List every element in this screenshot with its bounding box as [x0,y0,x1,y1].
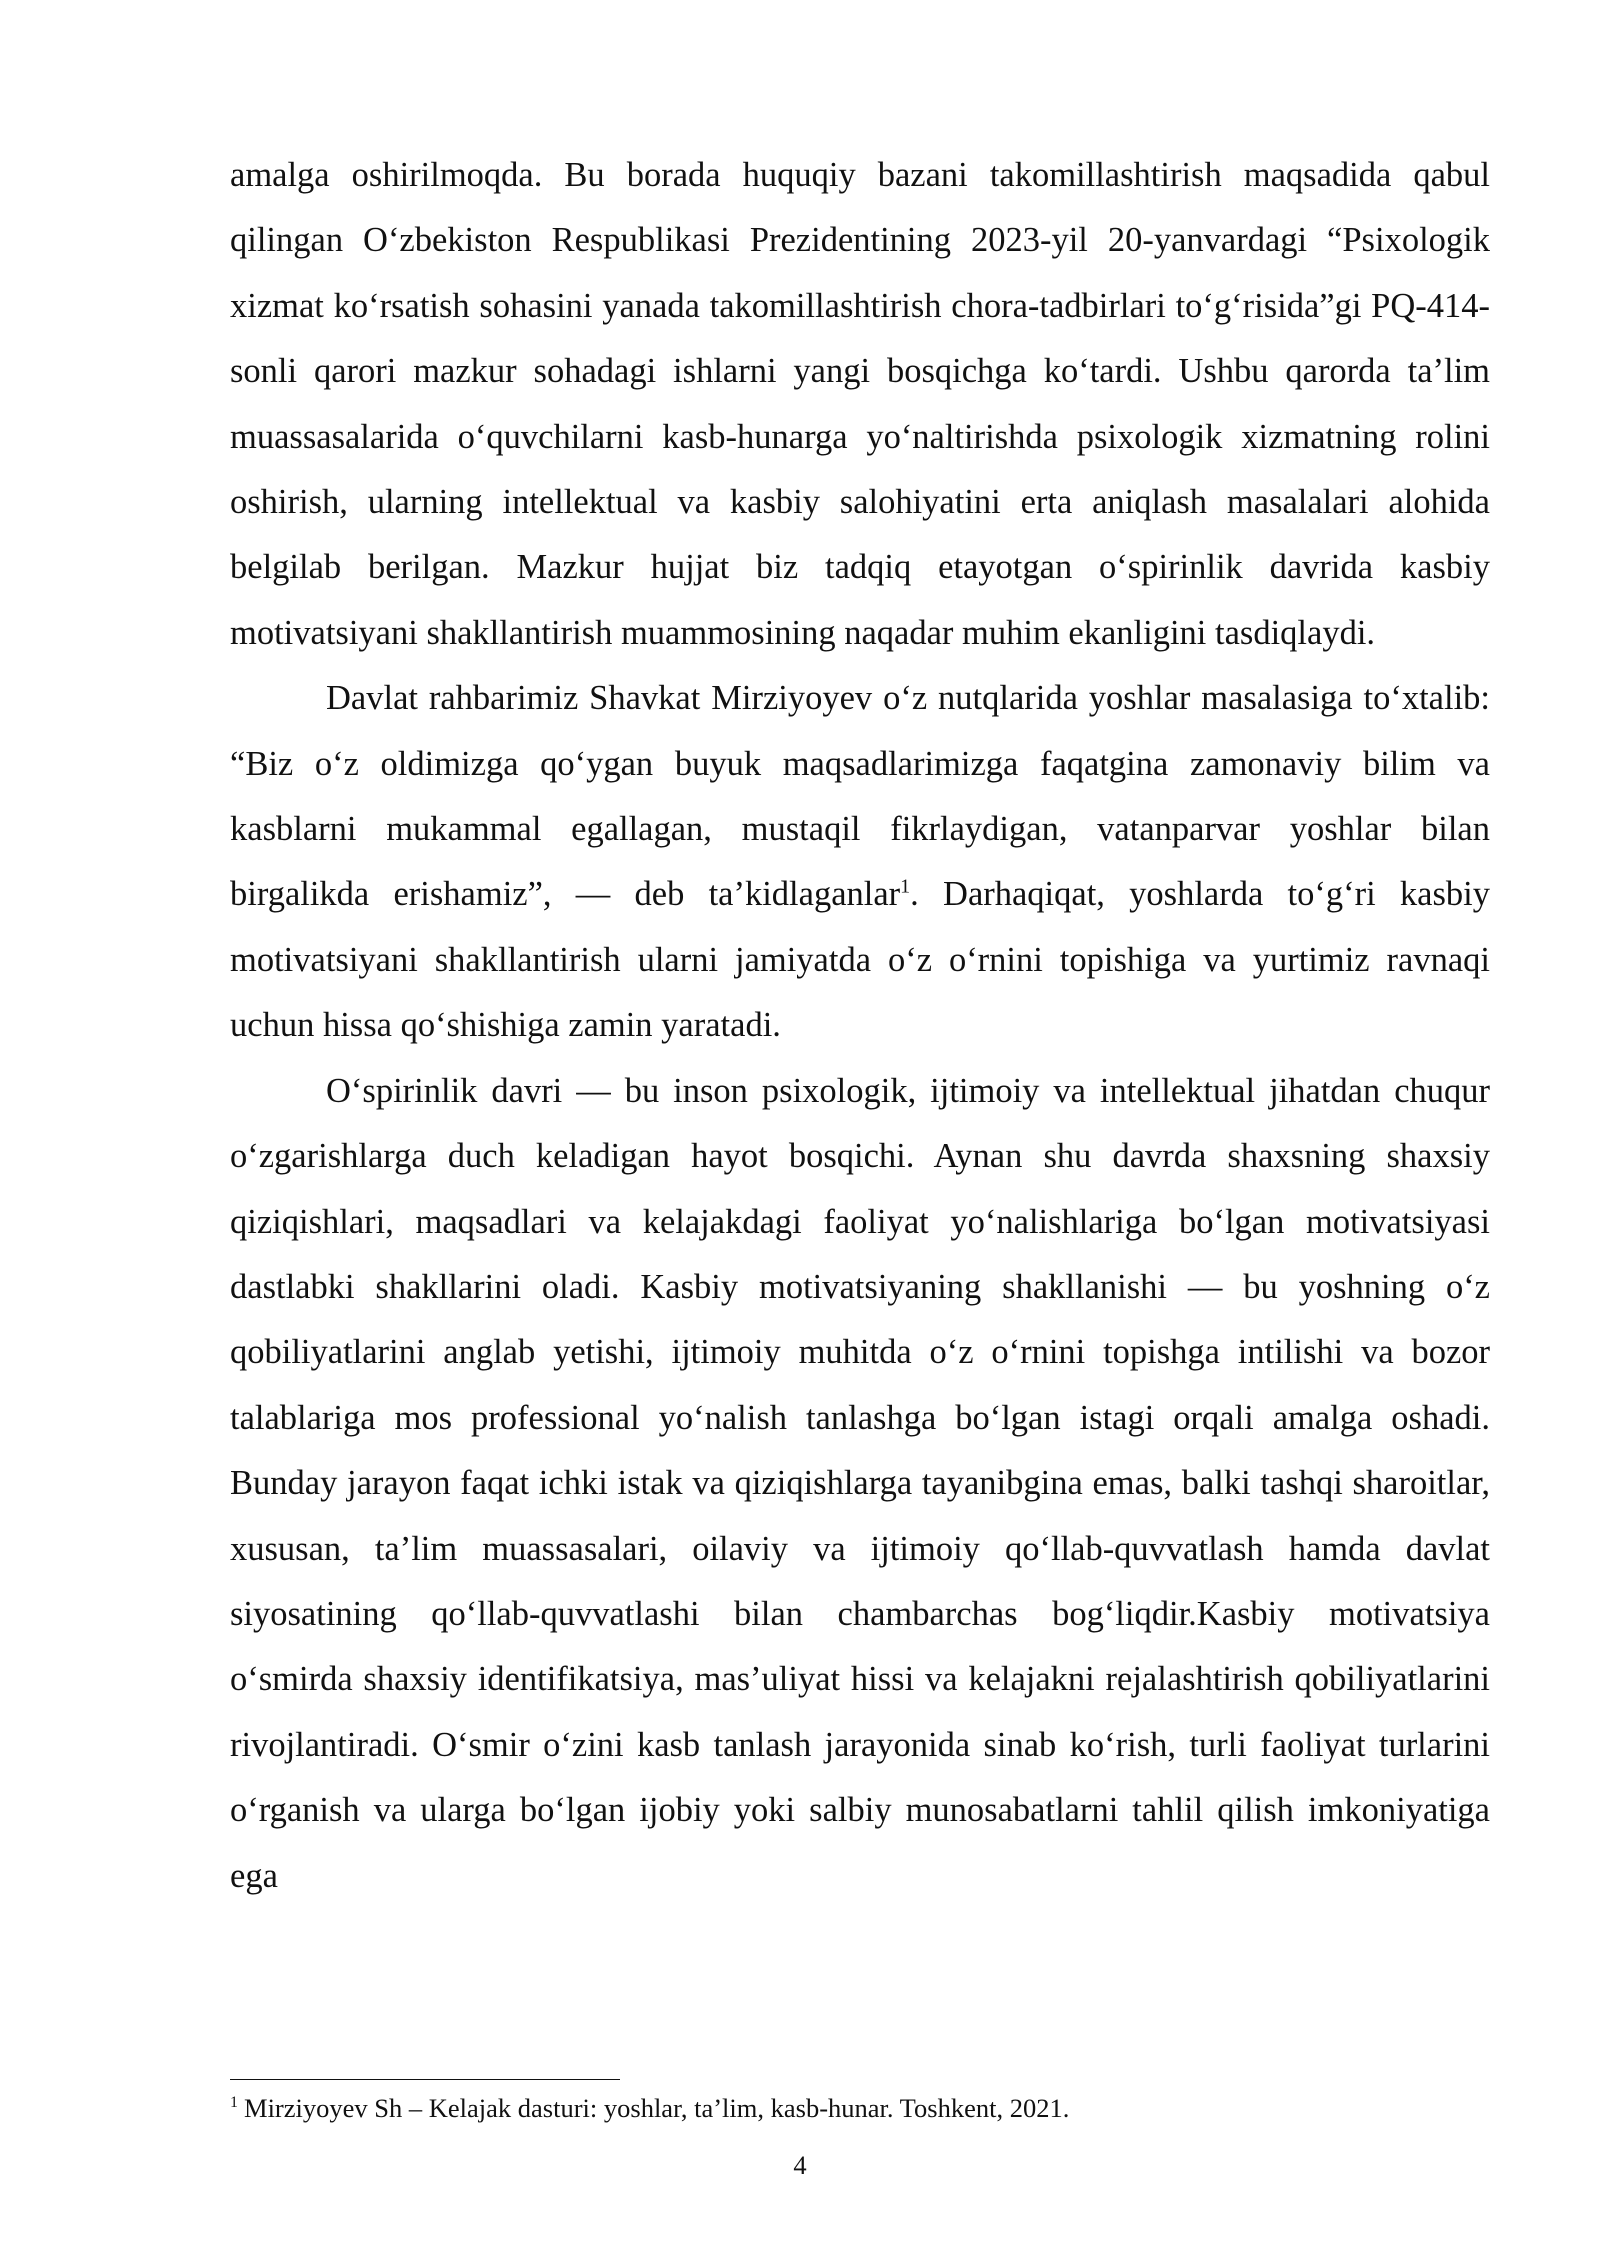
paragraph-1: amalga oshirilmoqda. Bu borada huquqiy bazani takomillashtirish maqsadida qabul qilingan O‘zbekiston Respublikasi Prezidentining 2023-yil 20-yanvardagi “Psixologik xizmat ko‘rsatish sohasini yanada takomillashtirish chora-tadbirlari to‘g‘risida”gi PQ-414-sonli qarori mazkur sohadagi ishlarni yangi bosqichga ko‘tardi. Ushbu qarorda ta’lim muassasalarida o‘quvchilarni kasb-hunarga yo‘naltirishda psixologik xizmatning rolini oshirish, ularning intellektual va kasbiy salohiyatini erta aniqlash masalalari alohida belgilab berilgan. Mazkur hujjat biz tadqiq etayotgan o‘spirinlik davrida kasbiy motivatsiyani shakllantirish muammosining naqadar muhim ekanligini tasdiqlaydi. [230,156,1490,652]
footnote-separator [230,2079,620,2080]
body-text [230,143,1490,1909]
paragraph-3: O‘spirinlik davri — bu inson psixologik, ijtimoiy va intellektual jihatdan chuqur o‘zgarishlarga duch keladigan hayot bosqichi. Aynan shu davrda shaxsning shaxsiy qiziqishlari, maqsadlari va kelajakdagi faoliyat yo‘nalishlariga bo‘lgan motivatsiyasi dastlabki shakllarini oladi. Kasbiy motivatsiyaning shakllanishi — bu yoshning o‘z qobiliyatlarini anglab yetishi, ijtimoiy muhitda o‘z o‘rnini topishga intilishi va bozor talablariga mos professional yo‘nalish tanlashga bo‘lgan istagi orqali amalga oshadi. Bunday jarayon faqat ichki istak va qiziqishlarga tayanibgina emas, balki tashqi sharoitlar, xususan, ta’lim muassasalari, oilaviy va ijtimoiy qo‘llab-quvvatlash hamda davlat siyosatining qo‘llab-quvvatlashi bilan chambarchas bog‘liqdir.Kasbiy motivatsiya o‘smirda shaxsiy identifikatsiya, mas’uliyat hissi va kelajakni rejalashtirish qobiliyatlarini rivojlantiradi. O‘smir o‘zini kasb tanlash jarayonida sinab ko‘rish, turli faoliyat turlarini o‘rganish va ularga bo‘lgan ijobiy yoki salbiy munosabatlarni tahlil qilish imkoniyatiga ega [230,1071,1490,1895]
footnote-text: Mirziyoyev Sh – Kelajak dasturi: yoshlar, ta’lim, kasb-hunar. Toshkent, 2021. [244,2093,1070,2123]
paragraph-2-text-before: Davlat rahbarimiz Shavkat Mirziyoyev o‘z nutqlarida yoshlar masalasiga to‘xtalib: “Biz o‘z oldimizga qo‘ygan buyuk maqsadlarimizga faqatgina zamonaviy bilim va kasblarni mukammal egallagan, mustaqil fikrlaydigan, vatanparvar yoshlar bilan birgalikda erishamiz”, — deb ta’kidlaganlar [230,679,1490,914]
page-number: 4 [793,2150,807,2180]
footnote-mark: 1 [230,2094,238,2112]
footnote [230,2091,1490,2125]
paragraph-2 [230,666,1490,1058]
footnote-reference[interactable]: 1 [900,875,911,898]
paragraph-2-text-after: . Darhaqiqat, yoshlarda to‘g‘ri kasbiy motivatsiyani shakllantirish ularni jamiyatda o‘z o‘rnini topishiga va yurtimiz ravnaqi uchun hissa qo‘shishiga zamin yaratadi. [230,875,1490,1045]
